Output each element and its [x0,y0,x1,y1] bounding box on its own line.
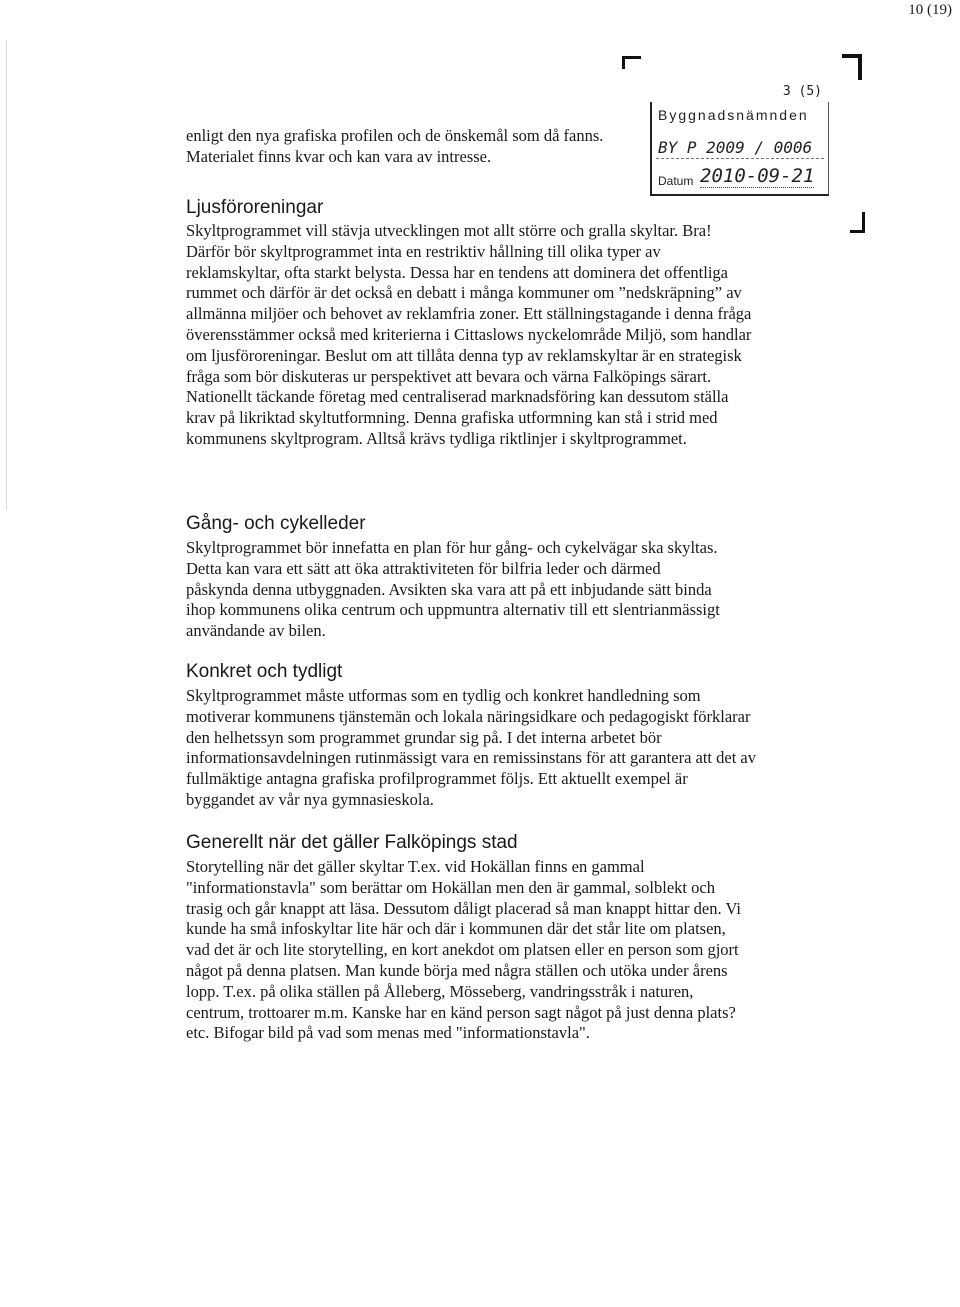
stamp-reference-number: BY P 2009 / 0006 [658,138,813,157]
stamp-date: 2010-09-21 [700,165,815,187]
intro-block [186,126,766,168]
intro-paragraph: enligt den nya grafiska profilen och de önskemål som då fanns. Materialet finns kvar och kan vara av intresse. [186,126,604,166]
section-heading: Generellt när det gäller Falköpings stad [186,832,518,853]
section-heading: Ljusföroreningar [186,197,324,218]
stamp-page-count: 3 (5) [782,84,822,99]
scan-corner-mark [850,212,865,233]
section-heading: Gång- och cykelleder [186,513,366,534]
section-body: Skyltprogrammet vill stävja utvecklingen mot allt större och gralla skyltar. Bra! Därför bör skyltprogrammet inta en restriktiv hållning till olika typer av reklamskyltar, ofta starkt belysta. Dessa har en tendens att dominera det offentliga rummet och därför är det också en debatt i många kommuner om ”nedskräpning” av allmänna miljöer och behovet av reklamfria zoner. Ett ställningstagande i denna fråga överensstämmer också med kriterierna i Cittaslows nyckelområde Miljö, som handlar om ljusföroreningar. Beslut om att tillåta denna typ av reklamskyltar är en strategisk fråga som bör diskuteras ur perspektivet att bevara och värna Falköpings särart. Nationellt täckande företag med centraliserad marknadsföring kan dessutom ställa krav på likriktad skyltutformning. Denna grafiska utformning kan stå i strid med kommunens skyltprogram. Alltså krävs tydliga riktlinjer i skyltprogrammet. [186,221,752,448]
section-konkret-och-tydligt [186,660,766,811]
section-ljusfororeningar [186,196,766,450]
section-body: Storytelling när det gäller skyltar T.ex. vid Hokällan finns en gammal "informationstavla" som berättar om Hokällan men den är gammal, solblekt och trasig och går knappt att läsa. Dessutom dåligt placerad så man knappt hittar den. Vi kunde ha små infoskyltar lite här och där i kommunen där det står lite om platsen, vad det är och lite storytelling, en kort anekdot om platsen eller en person som gjort något på denna platsen. Man kunde börja med några ställen och utöka under årens lopp. T.ex. på olika ställen på Ålleberg, Mösseberg, vandringsstråk i naturen, centrum, trottoarer m.m. Kanske har en känd person sagt något på just denna plats? etc. Bifogar bild på vad som menas med "informationstavla". [186,857,741,1043]
section-body: Skyltprogrammet måste utformas som en tydlig och konkret handledning som motiverar kommunens tjänstemän och lokala näringsidkare och pedagogiskt förklarar den helhetssyn som programmet grundar sig på. I det interna arbetet bör informationsavdelningen rutinmässigt vara en remissinstans för att garantera att det av fullmäktige antagna grafiska profilprogrammet följs. Ett aktuellt exempel är byggandet av vår nya gymnasieskola. [186,686,756,809]
section-gang-och-cykelleder [186,512,766,642]
scan-corner-mark [622,56,641,69]
stamp-organization: Byggnadsnämnden [658,107,809,123]
scan-corner-mark [842,54,862,80]
section-heading: Konkret och tydligt [186,661,343,682]
scan-edge-line [6,40,7,510]
stamp-date-label: Datum [658,174,694,188]
section-generellt-falkoping [186,831,766,1044]
page-number: 10 (19) [908,2,952,18]
section-body: Skyltprogrammet bör innefatta en plan för hur gång- och cykelvägar ska skyltas. Detta kan vara ett sätt att öka attraktiviteten för bilfria leder och därmed påskynda denna utbyggnaden. Avsikten ska vara att på ett inbjudande sätt binda ihop kommunens olika centrum och uppmuntra alternativ till ett slentrianmässigt användande av bilen. [186,538,720,641]
